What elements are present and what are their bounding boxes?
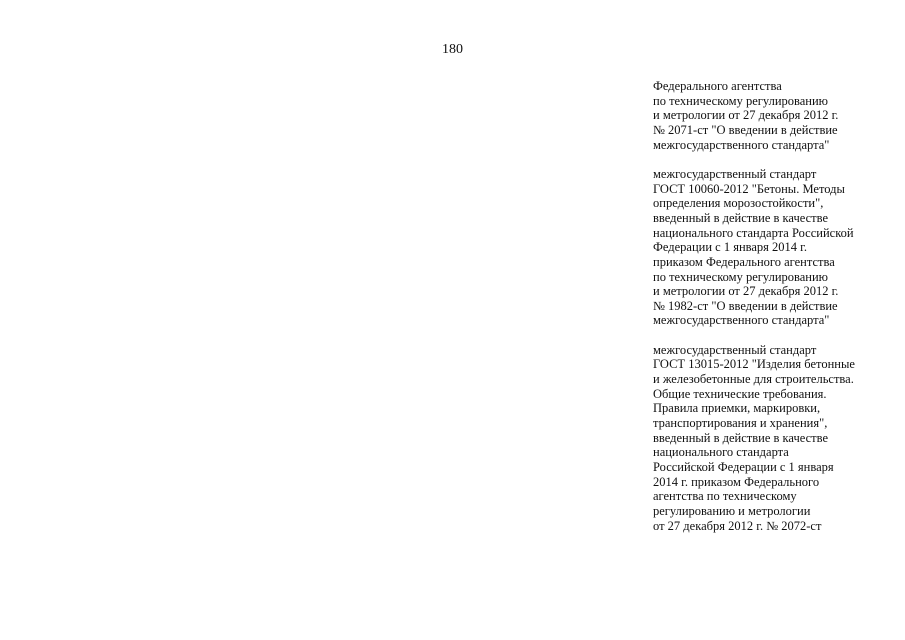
text-line: межгосударственный стандарт — [653, 342, 817, 357]
text-line: и метрологии от 27 декабря 2012 г. — [653, 108, 839, 123]
text-line: национального стандарта Российской — [653, 225, 854, 240]
text-block — [653, 167, 893, 328]
page-number: 180 — [442, 42, 463, 57]
text-line: № 1982-ст "О введении в действие — [653, 298, 838, 313]
text-block — [653, 79, 893, 152]
text-line: ГОСТ 10060-2012 "Бетоны. Методы — [653, 181, 845, 196]
text-line: транспортирования и хранения", — [653, 416, 828, 431]
text-line: введенный в действие в качестве — [653, 210, 829, 225]
text-line: по техническому регулированию — [653, 269, 829, 284]
text-line: и метрологии от 27 декабря 2012 г. — [653, 284, 839, 299]
text-line: Общие технические требования. — [653, 386, 827, 401]
text-line: межгосударственный стандарт — [653, 166, 817, 181]
text-line: межгосударственного стандарта" — [653, 137, 830, 152]
text-line: межгосударственного стандарта" — [653, 313, 830, 328]
text-line: по техническому регулированию — [653, 93, 829, 108]
text-line: ГОСТ 13015-2012 "Изделия бетонные — [653, 357, 855, 372]
text-line: Правила приемки, маркировки, — [653, 401, 821, 416]
text-block — [653, 343, 893, 534]
text-line: от 27 декабря 2012 г. № 2072-ст — [653, 518, 822, 533]
text-line: введенный в действие в качестве — [653, 430, 829, 445]
text-line: Федерации с 1 января 2014 г. — [653, 240, 808, 255]
text-line: определения морозостойкости", — [653, 196, 824, 211]
text-line: Федерального агентства — [653, 79, 782, 93]
text-line: приказом Федерального агентства — [653, 254, 835, 269]
text-line: Российской Федерации с 1 января — [653, 460, 834, 475]
text-line: агентства по техническому — [653, 489, 797, 504]
text-line: и железобетонные для строительства. — [653, 372, 854, 387]
text-column — [653, 79, 893, 548]
text-line: национального стандарта — [653, 445, 789, 460]
text-line: № 2071-ст "О введении в действие — [653, 122, 838, 137]
text-line: 2014 г. приказом Федерального — [653, 474, 820, 489]
text-line: регулированию и метрологии — [653, 504, 811, 518]
